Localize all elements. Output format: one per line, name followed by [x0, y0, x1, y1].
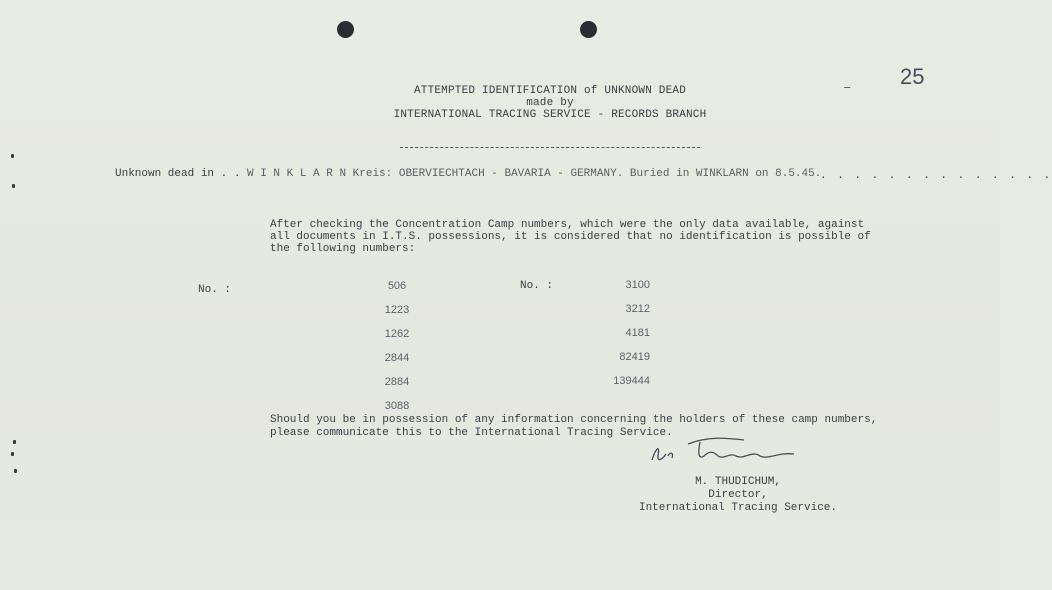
margin-mark: [14, 469, 17, 473]
camp-number: 4181: [625, 327, 650, 339]
burial-location: W I N K L A R N Kreis: OBERVIECHTACH - BAVARIA - GERMANY. Buried in WINKLARN on 8.5.45.: [247, 168, 822, 180]
camp-number: 2884: [384, 376, 410, 388]
closing-paragraph: Should you be in possession of any information concerning the holders of these camp numbers, please communicate this to the International Tracing Service.: [270, 414, 878, 439]
margin-mark: [11, 452, 14, 456]
header-organization: INTERNATIONAL TRACING SERVICE - RECORDS BRANCH: [393, 109, 707, 121]
camp-number: 1262: [384, 328, 410, 340]
intro-paragraph: After checking the Concentration Camp numbers, which were the only data available, against all documents in I.T.S. possessions, it is considered that no identification is possible of the following numbers:: [270, 219, 871, 255]
camp-number: 506: [387, 280, 407, 292]
margin-mark: [13, 440, 16, 444]
camp-number: 3088: [384, 400, 410, 412]
numbers-label-right: No. :: [520, 280, 554, 292]
camp-number: 139444: [613, 375, 650, 387]
camp-number: 2844: [384, 352, 410, 364]
signer-name: M. THUDICHUM,: [695, 476, 781, 488]
margin-mark: [12, 184, 15, 188]
page-number: 25: [900, 64, 925, 89]
header-title: ATTEMPTED IDENTIFICATION of UNKNOWN DEAD: [413, 85, 687, 97]
handwritten-signature: [648, 430, 808, 470]
signer-organization: International Tracing Service.: [638, 502, 838, 514]
signer-block: [638, 476, 838, 515]
dotted-leader: . . . . . . . . . . . . . .: [820, 170, 1052, 182]
unknown-dead-label: Unknown dead in . .: [115, 168, 241, 180]
numbers-label-left: No. :: [198, 284, 232, 296]
camp-number: 82419: [619, 351, 650, 363]
header-subtitle: made by: [526, 97, 574, 109]
camp-number: 3100: [625, 279, 650, 291]
unknown-dead-line: [115, 168, 821, 180]
page-marker: –: [843, 80, 852, 96]
punch-hole-right: [580, 21, 597, 38]
header-divider: [400, 147, 700, 148]
camp-number: 3212: [625, 303, 650, 315]
signer-title: Director,: [708, 489, 768, 501]
camp-number: 1223: [384, 304, 410, 316]
margin-mark: [11, 154, 14, 158]
punch-hole-left: [337, 21, 354, 38]
